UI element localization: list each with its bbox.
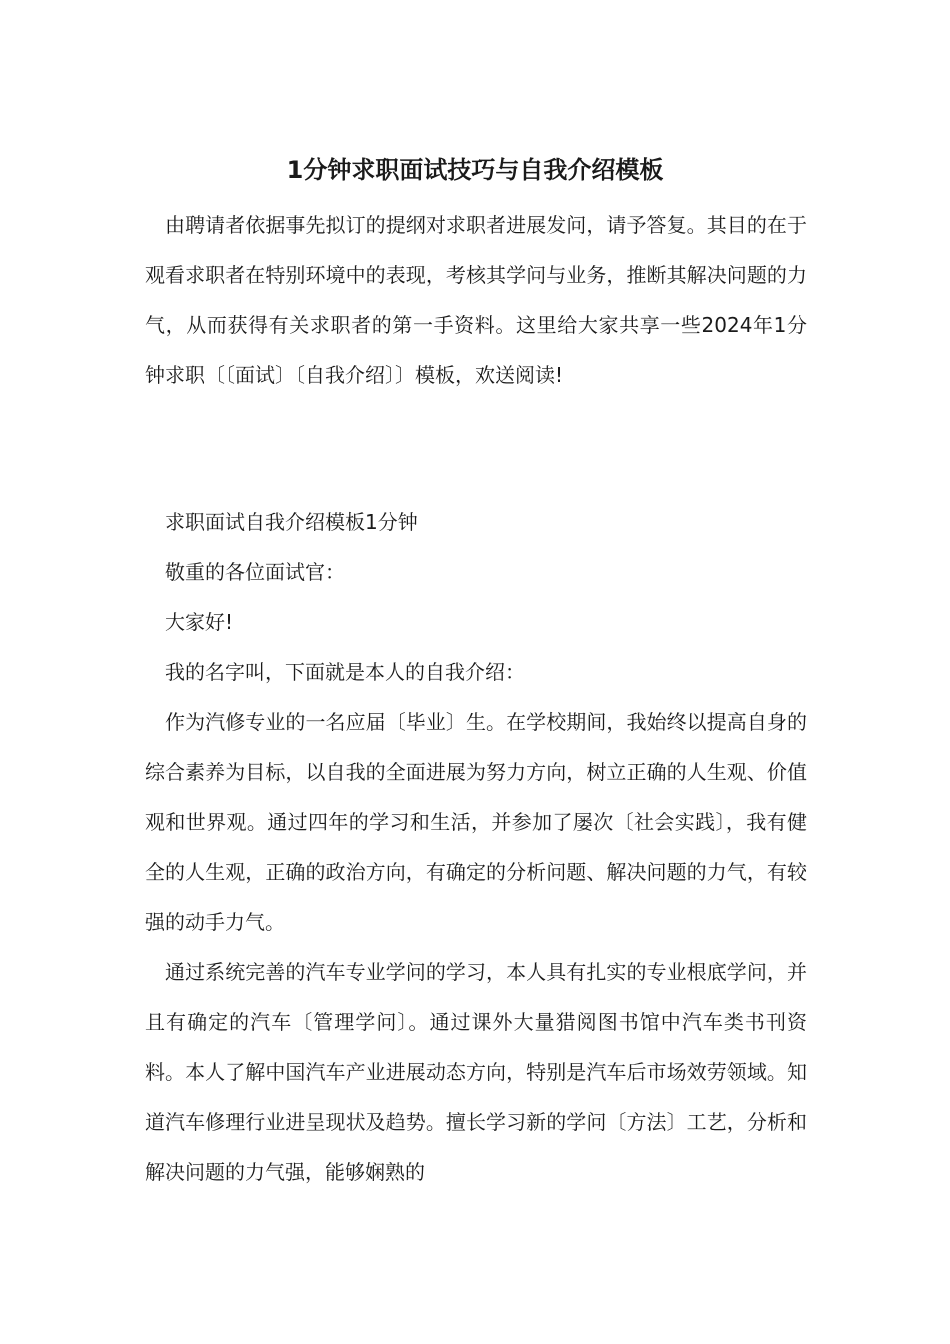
hello-line: 大家好! xyxy=(165,610,234,634)
name-line: 我的名字叫，下面就是本人的自我介绍： xyxy=(165,660,525,684)
greeting-line: 敬重的各位面试官： xyxy=(165,560,345,584)
section-heading: 求职面试自我介绍模板1分钟 xyxy=(165,510,418,534)
body-paragraph-2: 通过系统完善的汽车专业学问的学习，本人具有扎实的专业根底学问，并且有确定的汽车〔管理学问〕。通过课外大量猎阅图书馆中汽车类书刊资料。本人了解中国汽车产业进展动态方向，特别是汽车后市场效劳领域。知道汽车修理行业进呈现状及趋势。擅长学习新的学问〔方法〕工艺，分析和解决问题的力气强，能够娴熟的 xyxy=(145,960,807,1184)
body-paragraph-1: 作为汽修专业的一名应届〔毕业〕生。在学校期间，我始终以提高自身的综合素养为目标，以自我的全面进展为努力方向，树立正确的人生观、价值观和世界观。通过四年的学习和生活，并参加了屡次〔社会实践〕，我有健全的人生观，正确的政治方向，有确定的分析问题、解决问题的力气，有较强的动手力气。 xyxy=(145,710,807,934)
intro-paragraph: 由聘请者依据事先拟订的提纲对求职者进展发问，请予答复。其目的在于观看求职者在特别环境中的表现，考核其学问与业务，推断其解决问题的力气，从而获得有关求职者的第一手资料。这里给大家共享一些2024年1分钟求职〔〔面试〕〔自我介绍〕〕模板，欢送阅读! xyxy=(145,213,807,387)
document-title: 1分钟求职面试技巧与自我介绍模板 xyxy=(286,156,664,184)
